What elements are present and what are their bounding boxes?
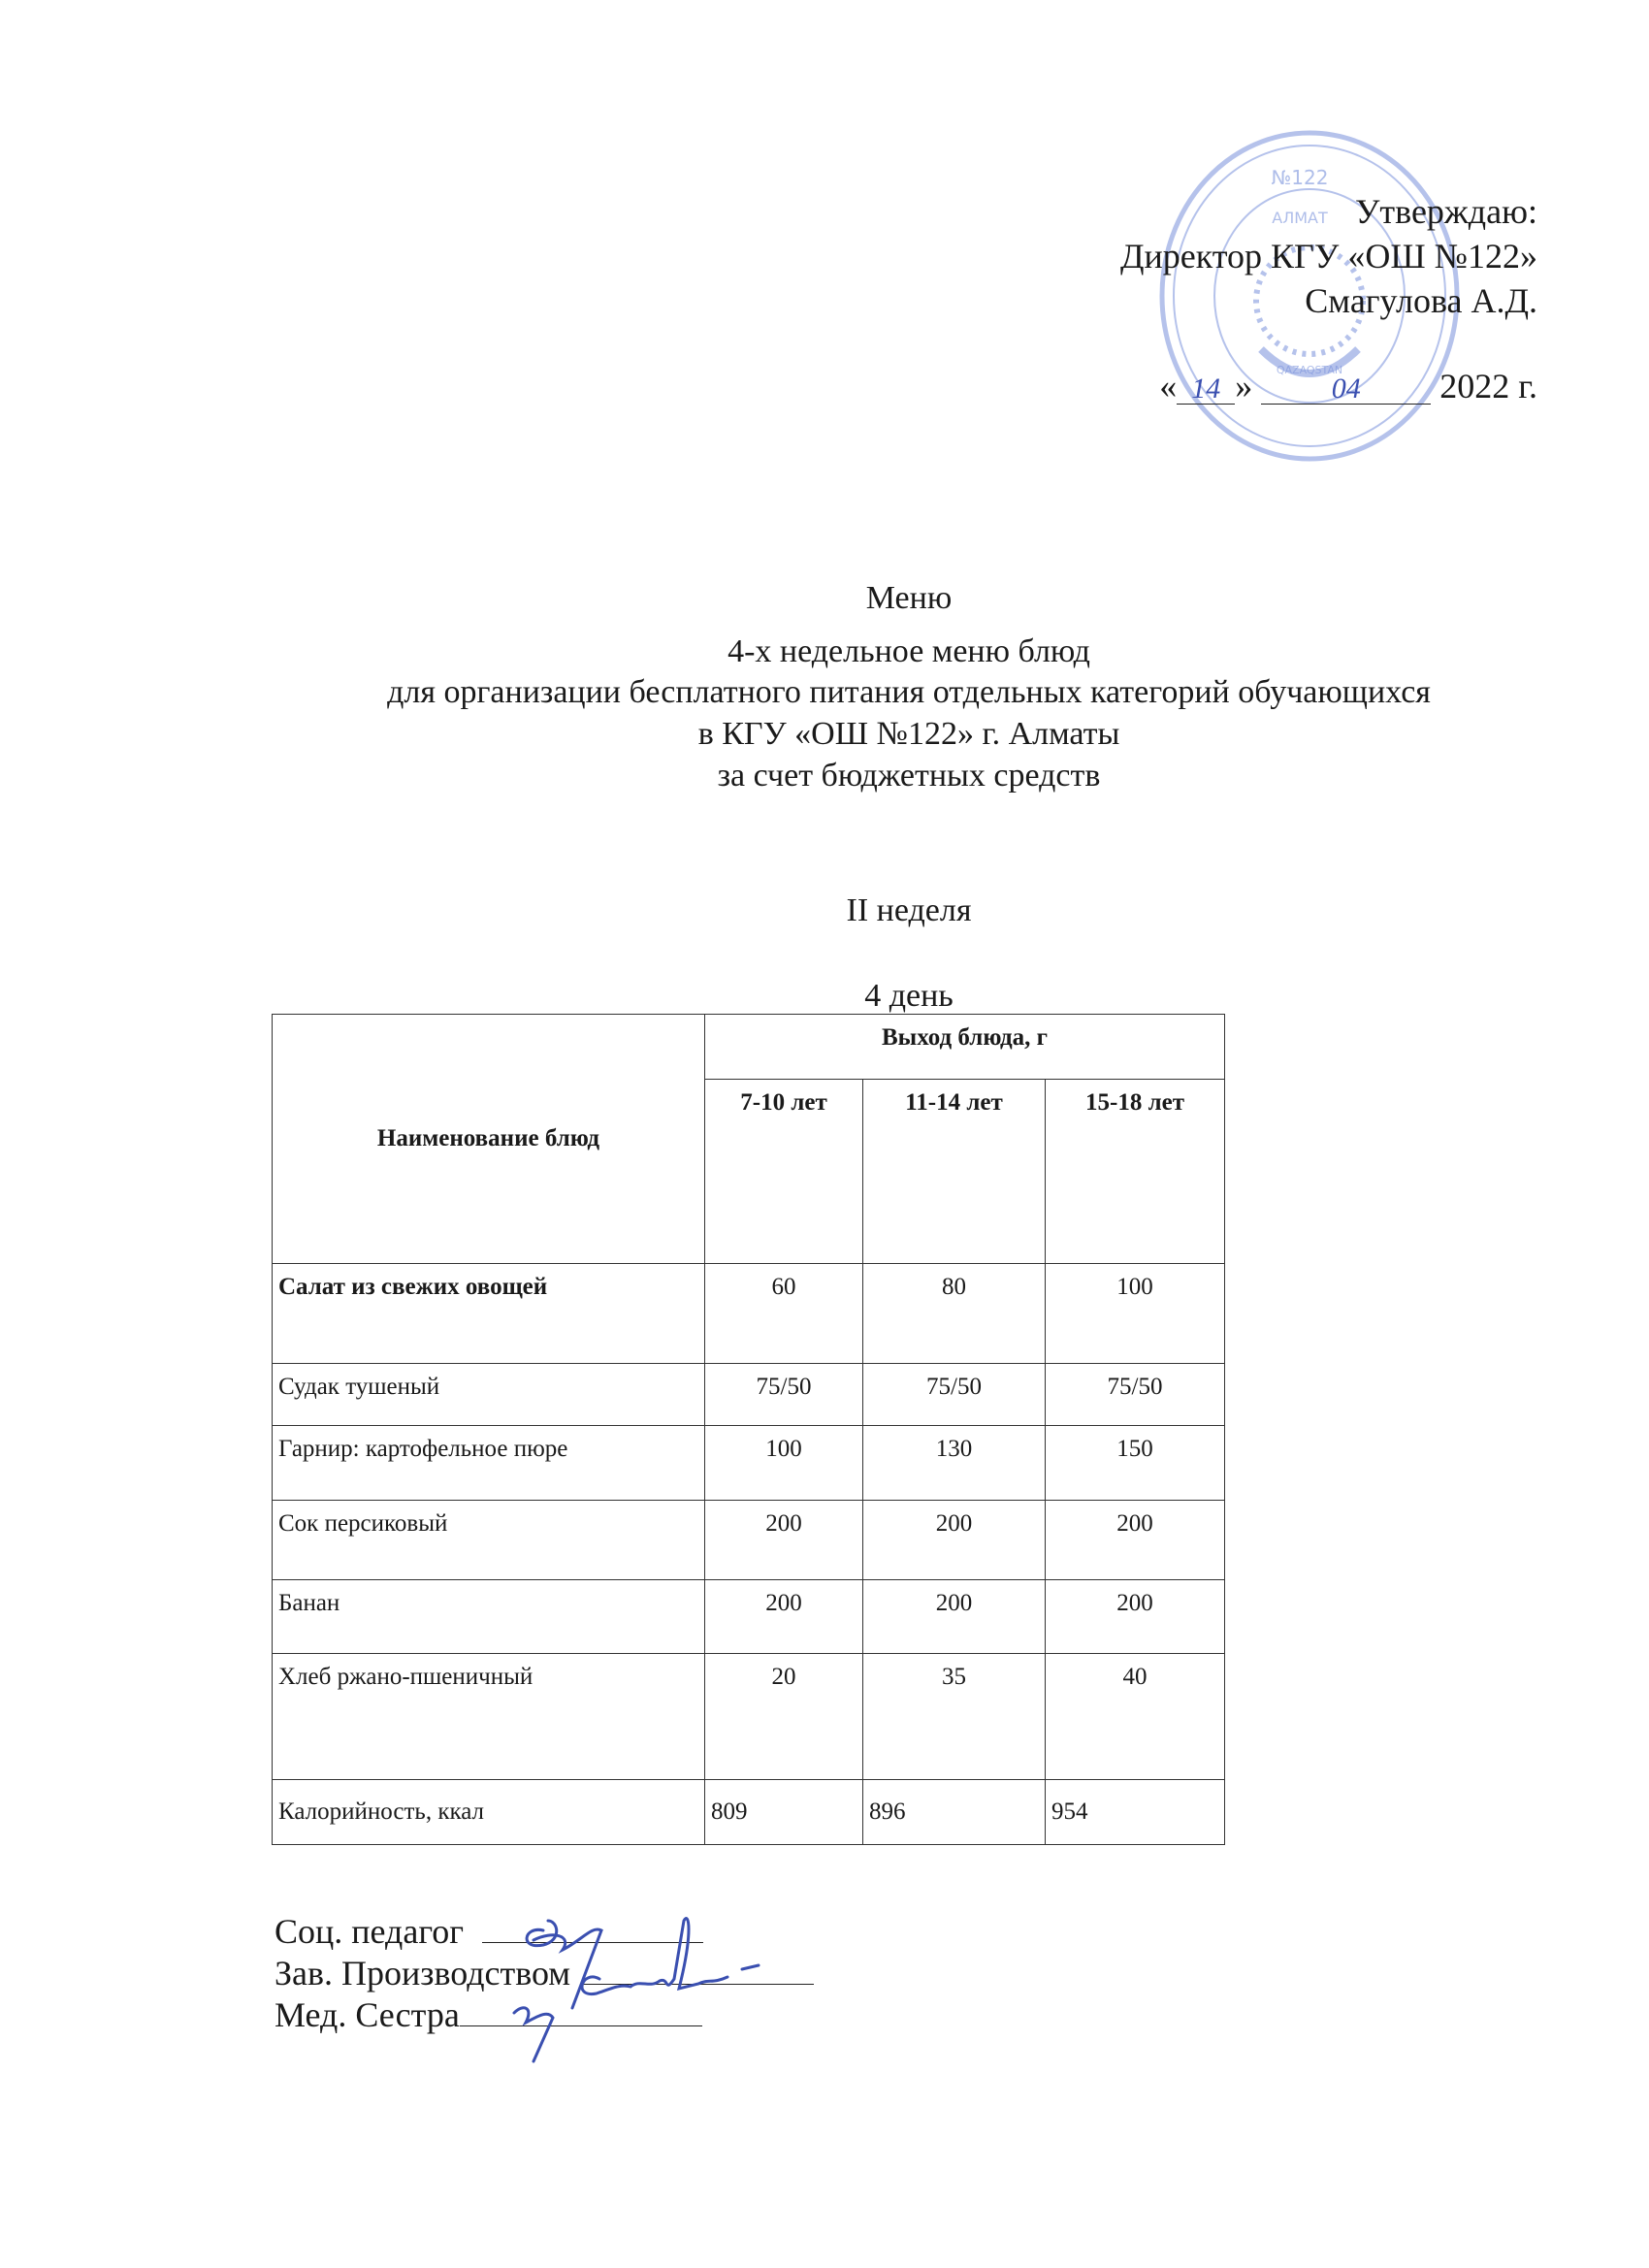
yield-value: 130 bbox=[935, 1436, 973, 1462]
approver-name: Смагулова А.Д. bbox=[1305, 281, 1537, 320]
dish-name: Судак тушеный bbox=[278, 1374, 440, 1400]
yield-value: 100 bbox=[1116, 1274, 1153, 1300]
yield-value: 200 bbox=[1116, 1510, 1153, 1537]
approve-label: Утверждаю: bbox=[1354, 192, 1537, 231]
yield-value: 100 bbox=[765, 1436, 802, 1462]
table-header-row bbox=[273, 1015, 1225, 1080]
date-quote-close: » bbox=[1235, 367, 1253, 405]
dish-name: Гарнир: картофельное пюре bbox=[278, 1436, 568, 1462]
yield-value: 75/50 bbox=[756, 1374, 812, 1400]
yield-value: 40 bbox=[1122, 1664, 1148, 1690]
handwritten-signatures bbox=[504, 1901, 854, 2066]
table-row bbox=[273, 1654, 1225, 1780]
date-day: 14 bbox=[1177, 374, 1235, 405]
yield-value: 75/50 bbox=[926, 1374, 982, 1400]
title-menu: Меню bbox=[865, 580, 953, 616]
signature-label: Соц. педагог bbox=[275, 1912, 464, 1951]
header-age-2-text: 11-14 лет bbox=[905, 1089, 1003, 1116]
table-row bbox=[273, 1501, 1225, 1580]
table-row bbox=[273, 1426, 1225, 1501]
yield-value: 60 bbox=[771, 1274, 796, 1300]
header-dish-name-text: Наименование блюд bbox=[376, 1125, 600, 1151]
yield-value: 200 bbox=[765, 1590, 802, 1616]
yield-value: 200 bbox=[935, 1590, 973, 1616]
stamp-text: №122 bbox=[1271, 166, 1329, 189]
yield-value: 150 bbox=[1116, 1436, 1153, 1462]
yield-value: 200 bbox=[765, 1510, 802, 1537]
calories-value: 809 bbox=[711, 1798, 748, 1825]
week-label: II неделя bbox=[846, 892, 972, 928]
calories-value: 896 bbox=[869, 1798, 906, 1825]
dish-name: Хлеб ржано-пшеничный bbox=[278, 1664, 534, 1690]
signature-label: Мед. Сестра bbox=[275, 1995, 460, 2034]
yield-value: 35 bbox=[942, 1664, 966, 1690]
date-quote-open: « bbox=[1159, 367, 1178, 405]
header-yield-text: Выход блюда, г bbox=[882, 1024, 1048, 1051]
dish-name: Сок персиковый bbox=[278, 1510, 448, 1537]
signature-label: Зав. Производством bbox=[275, 1954, 571, 1993]
calories-label: Калорийность, ккал bbox=[278, 1798, 485, 1825]
title-line-2: 4-х недельное меню блюд bbox=[728, 633, 1090, 669]
signature-ink-2 bbox=[582, 1919, 759, 1994]
header-age-3 bbox=[1046, 1080, 1225, 1264]
table-row bbox=[273, 1264, 1225, 1364]
header-age-1-text: 7-10 лет bbox=[740, 1089, 827, 1116]
calories-value: 954 bbox=[1051, 1798, 1088, 1825]
dish-name: Банан bbox=[278, 1590, 340, 1616]
approval-date bbox=[1159, 369, 1537, 405]
signature-ink-3 bbox=[514, 2008, 553, 2061]
stamp-text: QAZAQSTAN bbox=[1276, 364, 1343, 376]
table-row bbox=[273, 1580, 1225, 1654]
title-line-4: в КГУ «ОШ №122» г. Алматы bbox=[697, 716, 1120, 752]
date-month: 04 bbox=[1261, 374, 1431, 405]
menu-table bbox=[272, 1014, 1225, 1845]
day-label: 4 день bbox=[864, 978, 954, 1014]
header-yield bbox=[705, 1015, 1225, 1080]
header-age-1 bbox=[705, 1080, 863, 1264]
header-age-3-text: 15-18 лет bbox=[1085, 1089, 1184, 1116]
header-dish-name bbox=[273, 1015, 705, 1264]
yield-value: 75/50 bbox=[1107, 1374, 1163, 1400]
approver-position: Директор КГУ «ОШ №122» bbox=[1119, 237, 1537, 275]
date-year: 2022 г. bbox=[1439, 367, 1537, 405]
yield-value: 80 bbox=[942, 1274, 966, 1300]
yield-value: 20 bbox=[771, 1664, 796, 1690]
dish-name: Салат из свежих овощей bbox=[278, 1274, 548, 1300]
yield-value: 200 bbox=[1116, 1590, 1153, 1616]
title-line-5: за счет бюджетных средств bbox=[717, 758, 1101, 794]
table-row bbox=[273, 1364, 1225, 1426]
calories-row bbox=[273, 1780, 1225, 1845]
header-age-2 bbox=[863, 1080, 1046, 1264]
yield-value: 200 bbox=[935, 1510, 973, 1537]
stamp-text: АЛМАТ bbox=[1272, 209, 1328, 227]
title-line-3: для организации бесплатного питания отдельных категорий обучающихся bbox=[387, 674, 1431, 710]
